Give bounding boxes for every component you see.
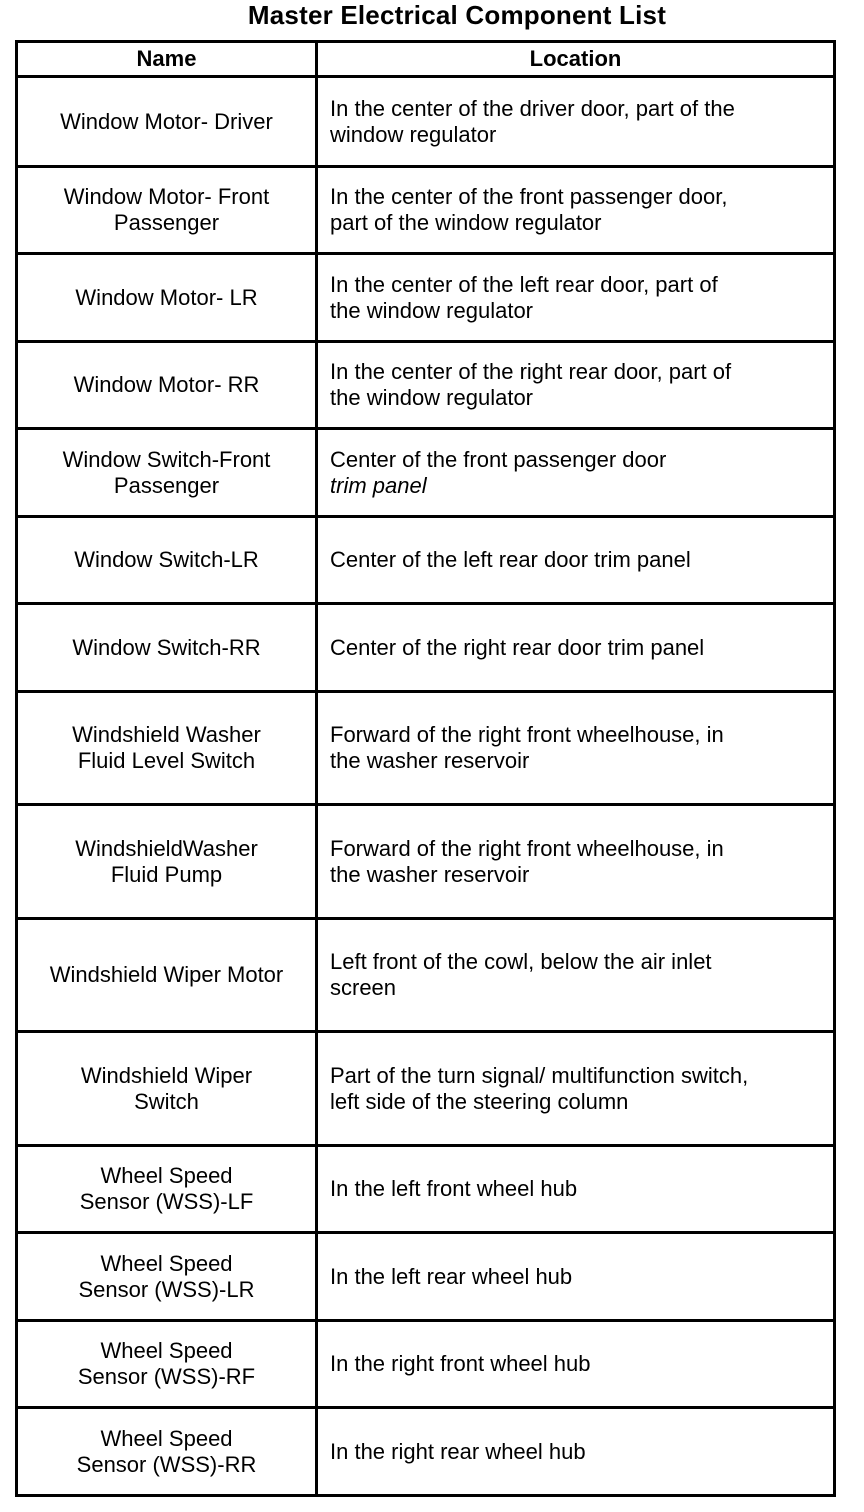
component-name-cell bbox=[17, 254, 317, 342]
component-name-cell bbox=[17, 1032, 317, 1146]
component-name: Window Switch-Front Passenger bbox=[62, 446, 271, 498]
component-name-cell bbox=[17, 805, 317, 919]
table-row bbox=[17, 517, 835, 604]
component-name: WindshieldWasher Fluid Pump bbox=[75, 835, 258, 887]
component-name: Wheel Speed Sensor (WSS)-RF bbox=[77, 1338, 256, 1389]
component-location-cell bbox=[317, 1233, 835, 1321]
component-name: Wheel Speed Sensor (WSS)-RR bbox=[76, 1425, 257, 1477]
component-name: Windshield Washer Fluid Level Switch bbox=[72, 722, 261, 773]
table-row bbox=[17, 1032, 835, 1146]
table-row bbox=[17, 919, 835, 1032]
component-name: Window Motor- LR bbox=[75, 284, 258, 310]
component-location-cell bbox=[317, 77, 835, 167]
component-location: Part of the turn signal/ multifunction switch, left side of the steering column bbox=[330, 1062, 749, 1114]
component-name-cell bbox=[17, 919, 317, 1032]
column-header-location: Location bbox=[317, 42, 835, 77]
component-location: Forward of the right front wheelhouse, in the washer reservoir bbox=[330, 835, 724, 887]
table-row bbox=[17, 805, 835, 919]
component-location-cell bbox=[317, 692, 835, 805]
table-row bbox=[17, 77, 835, 167]
table-row bbox=[17, 342, 835, 429]
component-location-cell bbox=[317, 1408, 835, 1496]
table-row bbox=[17, 429, 835, 517]
component-location: Center of the front passenger door bbox=[330, 446, 667, 472]
component-name: Window Motor- Front Passenger bbox=[63, 184, 270, 235]
table-row bbox=[17, 604, 835, 692]
component-name-cell bbox=[17, 167, 317, 254]
component-table bbox=[15, 40, 836, 1497]
component-name-cell bbox=[17, 1233, 317, 1321]
component-location-cell bbox=[317, 342, 835, 429]
component-name: Window Motor- RR bbox=[73, 372, 260, 397]
component-name-cell bbox=[17, 692, 317, 805]
table-row bbox=[17, 1146, 835, 1233]
component-location-cell bbox=[317, 167, 835, 254]
component-name: Windshield Wiper Motor bbox=[49, 962, 284, 987]
component-name-cell bbox=[17, 1408, 317, 1496]
component-location: In the center of the driver door, part of the window regulator bbox=[330, 95, 735, 147]
table-header-row bbox=[17, 42, 835, 77]
component-location-line2: trim panel bbox=[330, 472, 427, 498]
component-name: Window Motor- Driver bbox=[60, 108, 273, 134]
component-location-cell bbox=[317, 805, 835, 919]
component-name: Wheel Speed Sensor (WSS)-LR bbox=[78, 1250, 255, 1302]
component-location: Center of the right rear door trim panel bbox=[330, 634, 705, 660]
component-location-cell bbox=[317, 1032, 835, 1146]
component-location-cell bbox=[317, 1321, 835, 1408]
component-name-cell bbox=[17, 342, 317, 429]
page-title: Master Electrical Component List bbox=[247, 0, 667, 30]
component-name-cell bbox=[17, 429, 317, 517]
component-name: Window Switch-RR bbox=[72, 634, 261, 660]
component-name-cell bbox=[17, 1321, 317, 1408]
table-row bbox=[17, 254, 835, 342]
component-location: In the left rear wheel hub bbox=[330, 1263, 573, 1289]
component-location: In the left front wheel hub bbox=[330, 1176, 578, 1201]
component-location: In the center of the left rear door, part of the window regulator bbox=[330, 271, 718, 323]
component-location-cell bbox=[317, 254, 835, 342]
component-name: Wheel Speed Sensor (WSS)-LF bbox=[79, 1163, 254, 1214]
component-location-cell bbox=[317, 517, 835, 604]
component-location-cell bbox=[317, 919, 835, 1032]
component-location-cell bbox=[317, 1146, 835, 1233]
component-location: In the center of the right rear door, part of the window regulator bbox=[330, 359, 732, 410]
table-row bbox=[17, 1321, 835, 1408]
column-header-name: Name bbox=[17, 42, 317, 77]
component-name-cell bbox=[17, 517, 317, 604]
table-row bbox=[17, 1408, 835, 1496]
component-name-cell bbox=[17, 77, 317, 167]
component-location-cell bbox=[317, 429, 835, 517]
component-name: Window Switch-LR bbox=[74, 547, 259, 572]
table-row bbox=[17, 1233, 835, 1321]
component-location: Forward of the right front wheelhouse, in the washer reservoir bbox=[330, 722, 724, 773]
component-location: In the center of the front passenger door, part of the window regulator bbox=[330, 184, 728, 235]
table-row bbox=[17, 167, 835, 254]
component-location: In the right front wheel hub bbox=[330, 1351, 591, 1376]
component-location: Center of the left rear door trim panel bbox=[330, 547, 691, 572]
component-name-cell bbox=[17, 604, 317, 692]
component-location: Left front of the cowl, below the air inlet screen bbox=[330, 949, 712, 1000]
table-row bbox=[17, 692, 835, 805]
component-location: In the right rear wheel hub bbox=[330, 1438, 586, 1464]
component-name: Windshield Wiper Switch bbox=[80, 1062, 253, 1114]
component-location-cell bbox=[317, 604, 835, 692]
component-name-cell bbox=[17, 1146, 317, 1233]
